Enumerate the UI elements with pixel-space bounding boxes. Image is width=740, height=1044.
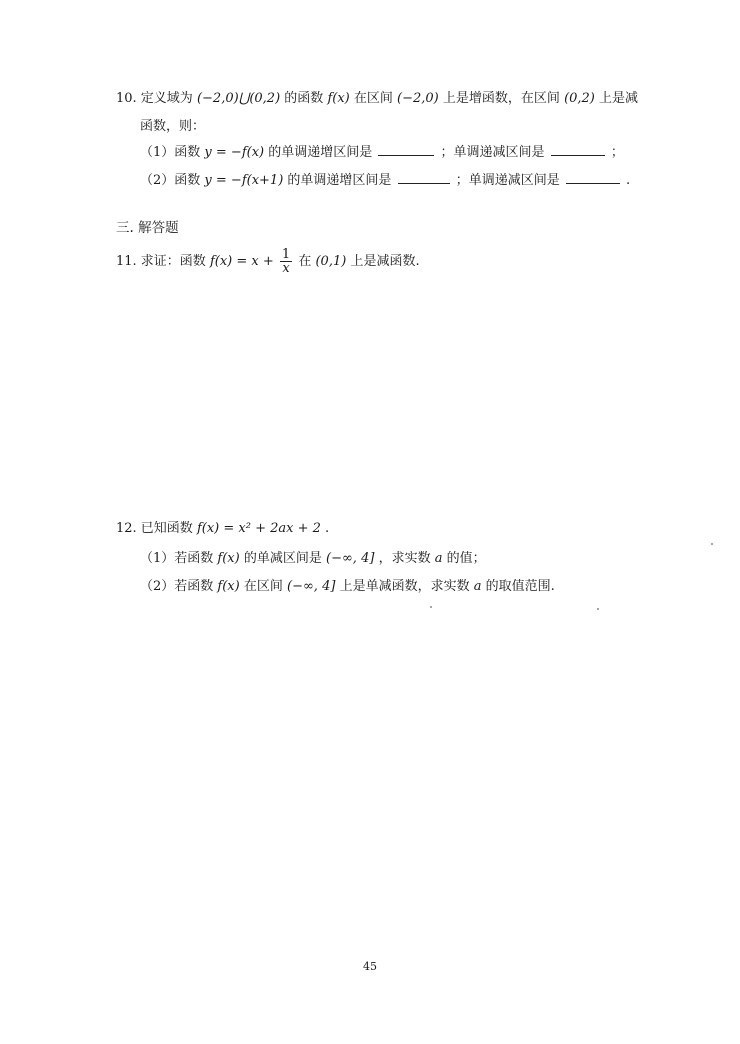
q10-function-math: f(x) xyxy=(327,91,350,106)
q12-part-2-interval: (−∞, 4] xyxy=(287,579,336,594)
scan-speck xyxy=(597,608,599,610)
q10-part-2-text: . xyxy=(626,173,631,188)
q12-part-2-variable: a xyxy=(473,579,482,594)
q12-text: . xyxy=(325,521,330,536)
q10-text: 在区间 xyxy=(353,91,393,106)
q10-part-1-text: ；单调递减区间是 xyxy=(440,145,545,160)
q12-part-1-interval: (−∞, 4] xyxy=(326,551,375,566)
q12-stem-line xyxy=(116,520,329,538)
q12-part-2-text: 的取值范围. xyxy=(485,579,555,594)
q10-stem-line-1 xyxy=(116,90,638,108)
q11-text: 上是减函数. xyxy=(350,254,420,269)
page-number: 45 xyxy=(363,960,377,973)
answer-blank[interactable] xyxy=(378,143,434,156)
q10-part-1-text: ； xyxy=(610,145,624,160)
q11-interval-math: (0,1) xyxy=(315,254,347,269)
q11-line xyxy=(116,248,420,276)
q11-function-math: f(x) = x + xyxy=(209,254,274,269)
q10-part-2-text: 的单调递增区间是 xyxy=(287,173,392,188)
q10-domain-math: (−2,0)⋃(0,2) xyxy=(196,91,281,106)
q10-text: 函数，则： xyxy=(140,119,206,134)
q10-part-1 xyxy=(140,143,624,162)
answer-blank[interactable] xyxy=(566,171,620,184)
scan-speck xyxy=(430,606,432,608)
section-heading xyxy=(116,219,179,237)
q10-interval-math: (0,2) xyxy=(564,91,595,106)
q12-part-1-math: f(x) xyxy=(217,551,240,566)
q12-number-text: 12. 已知函数 xyxy=(116,521,193,536)
fraction-numerator: 1 xyxy=(281,247,291,262)
q12-part-1-text: 的单减区间是 xyxy=(243,551,322,566)
q12-part-1-variable: a xyxy=(434,551,443,566)
q10-part-1-math: y = −f(x) xyxy=(204,145,265,160)
scan-speck xyxy=(711,543,713,545)
q10-text: 上是减 xyxy=(599,91,639,106)
fraction-denominator: x xyxy=(282,261,290,276)
q10-part-2-text: ；单调递减区间是 xyxy=(455,173,560,188)
section-title: 三. 解答题 xyxy=(116,220,179,236)
q12-part-2 xyxy=(140,578,555,596)
q12-part-1-text: ，求实数 xyxy=(378,551,431,566)
q10-text: 上是增函数，在区间 xyxy=(442,91,560,106)
q11-fraction xyxy=(280,248,292,275)
q11-number-text: 11. 求证：函数 xyxy=(116,254,206,269)
q10-part-2 xyxy=(140,171,630,190)
answer-blank[interactable] xyxy=(551,143,605,156)
q10-stem-line-2 xyxy=(140,118,205,136)
q10-number-text: 10. 定义域为 xyxy=(116,91,193,106)
q12-part-2-text: 在区间 xyxy=(243,579,283,594)
q12-part-2-math: f(x) xyxy=(217,579,240,594)
q12-function-math: f(x) = x² + 2ax + 2 xyxy=(196,521,321,536)
q11-text: 在 xyxy=(298,254,312,269)
q12-part-2-label: （2）若函数 xyxy=(140,579,214,594)
q10-part-1-label: （1）函数 xyxy=(140,145,201,160)
q10-part-1-text: 的单调递增区间是 xyxy=(268,145,373,160)
q10-interval-math: (−2,0) xyxy=(397,91,439,106)
q12-part-1-label: （1）若函数 xyxy=(140,551,214,566)
q12-part-1 xyxy=(140,550,486,568)
q12-part-2-text: 上是单减函数，求实数 xyxy=(339,579,470,594)
answer-blank[interactable] xyxy=(398,171,450,184)
q10-part-2-label: （2）函数 xyxy=(140,173,201,188)
q10-part-2-math: y = −f(x+1) xyxy=(204,173,284,188)
q10-text: 的函数 xyxy=(284,91,324,106)
q12-part-1-text: 的值； xyxy=(446,551,486,566)
